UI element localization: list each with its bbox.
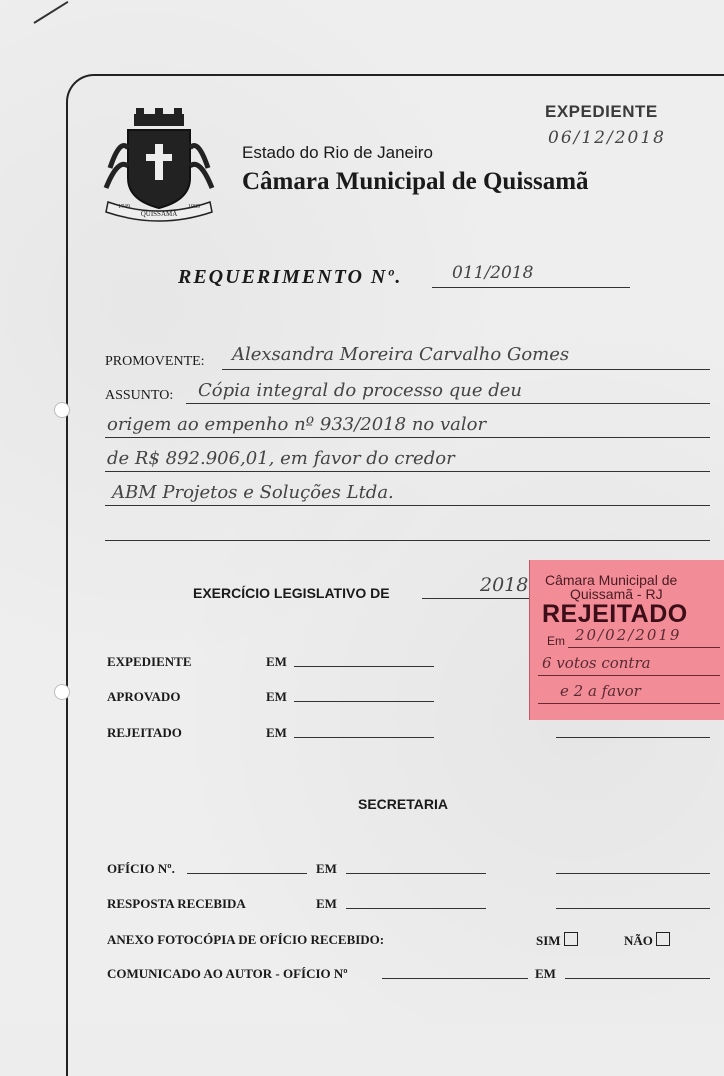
oficio-label: OFÍCIO Nº. [107, 861, 175, 876]
status-rejeitado-label: REJEITADO [107, 725, 182, 740]
status-aprovado-em: EM [266, 689, 287, 704]
expediente-stamp-date: 06/12/2018 [548, 128, 666, 148]
rejeitado-stamp-line2: Quissamã - RJ [570, 586, 663, 602]
anexo-nao-label: NÃO [624, 933, 653, 948]
exercicio-year: 2018 [480, 574, 529, 596]
promovente-label: PROMOVENTE: [105, 354, 205, 369]
rejeitado-stamp-date-line [568, 647, 720, 648]
secretaria-title: SECRETARIA [358, 796, 448, 812]
promovente-value: Alexsandra Moreira Carvalho Gomes [232, 344, 570, 365]
chamber-name: Câmara Municipal de Quissamã [242, 168, 589, 195]
state-name: Estado do Rio de Janeiro [242, 143, 433, 162]
rejeitado-stamp-em: Em [547, 634, 565, 648]
rejeitado-stamp-date: 20/02/2019 [575, 626, 682, 644]
resposta-sign-line [556, 908, 710, 909]
assunto-line-5 [105, 540, 710, 541]
requerimento-number: 011/2018 [452, 263, 534, 283]
anexo-label: ANEXO FOTOCÓPIA DE OFÍCIO RECEBIDO: [107, 932, 385, 947]
seal-name: QUISSAMÃ [140, 210, 178, 218]
municipal-seal-icon [100, 108, 218, 228]
oficio-em: EM [316, 861, 337, 876]
rejeitado-stamp-note-1: 6 votos contra [542, 654, 651, 672]
assunto-text-line-4: ABM Projetos e Soluções Ltda. [112, 482, 394, 503]
seal-year-left: 1749 [118, 204, 130, 210]
status-expediente-date-line [294, 666, 434, 667]
assunto-line-1 [186, 403, 710, 404]
status-rejeitado-date-line [294, 737, 434, 738]
exercicio-label: EXERCÍCIO LEGISLATIVO DE [193, 585, 390, 601]
requerimento-number-line [432, 287, 630, 288]
anexo-sim-label: SIM [536, 933, 561, 948]
promovente-line [222, 369, 710, 370]
anexo-nao [624, 932, 670, 949]
assunto-text-line-2: origem ao empenho nº 933/2018 no valor [107, 414, 487, 435]
oficio-sign-line [556, 873, 710, 874]
resposta-date-line [346, 908, 486, 909]
status-rejeitado-em: EM [266, 725, 287, 740]
expediente-stamp-label: EXPEDIENTE [545, 102, 658, 121]
anexo-sim [536, 932, 578, 949]
assunto-line-3 [105, 471, 710, 472]
anexo-nao-checkbox[interactable] [656, 932, 670, 946]
assunto-line-4 [105, 505, 710, 506]
rejeitado-stamp-status: REJEITADO [542, 600, 688, 628]
punch-hole-bottom [54, 684, 70, 700]
assunto-text-line-3: de R$ 892.906,01, em favor do credor [107, 448, 455, 469]
status-aprovado-date-line [294, 701, 434, 702]
status-rejeitado-sign-line [556, 737, 710, 738]
rejeitado-stamp-line1: Câmara Municipal de [545, 572, 678, 588]
resposta-label: RESPOSTA RECEBIDA [107, 896, 246, 911]
comunicado-number-line [382, 978, 528, 979]
comunicado-date-line [565, 978, 710, 979]
exercicio-line [422, 598, 530, 599]
seal-year-right: 1989 [188, 204, 200, 210]
status-expediente-em: EM [266, 654, 287, 669]
oficio-date-line [346, 873, 486, 874]
rejeitado-stamp [529, 560, 724, 720]
rejeitado-stamp-note-line-2 [538, 703, 720, 704]
resposta-em: EM [316, 896, 337, 911]
anexo-sim-checkbox[interactable] [564, 932, 578, 946]
assunto-text-line-1: Cópia integral do processo que deu [198, 380, 522, 401]
requerimento-title: REQUERIMENTO Nº. [178, 266, 403, 288]
oficio-number-line [187, 873, 307, 874]
punch-hole-top [54, 402, 70, 418]
status-expediente-label: EXPEDIENTE [107, 654, 192, 669]
rejeitado-stamp-note-line-1 [538, 675, 720, 676]
assunto-label: ASSUNTO: [105, 388, 174, 403]
comunicado-label: COMUNICADO AO AUTOR - OFÍCIO Nº [107, 966, 348, 981]
assunto-line-2 [105, 437, 710, 438]
status-aprovado-label: APROVADO [107, 689, 181, 704]
rejeitado-stamp-note-2: e 2 a favor [560, 682, 641, 700]
comunicado-em: EM [535, 966, 556, 981]
